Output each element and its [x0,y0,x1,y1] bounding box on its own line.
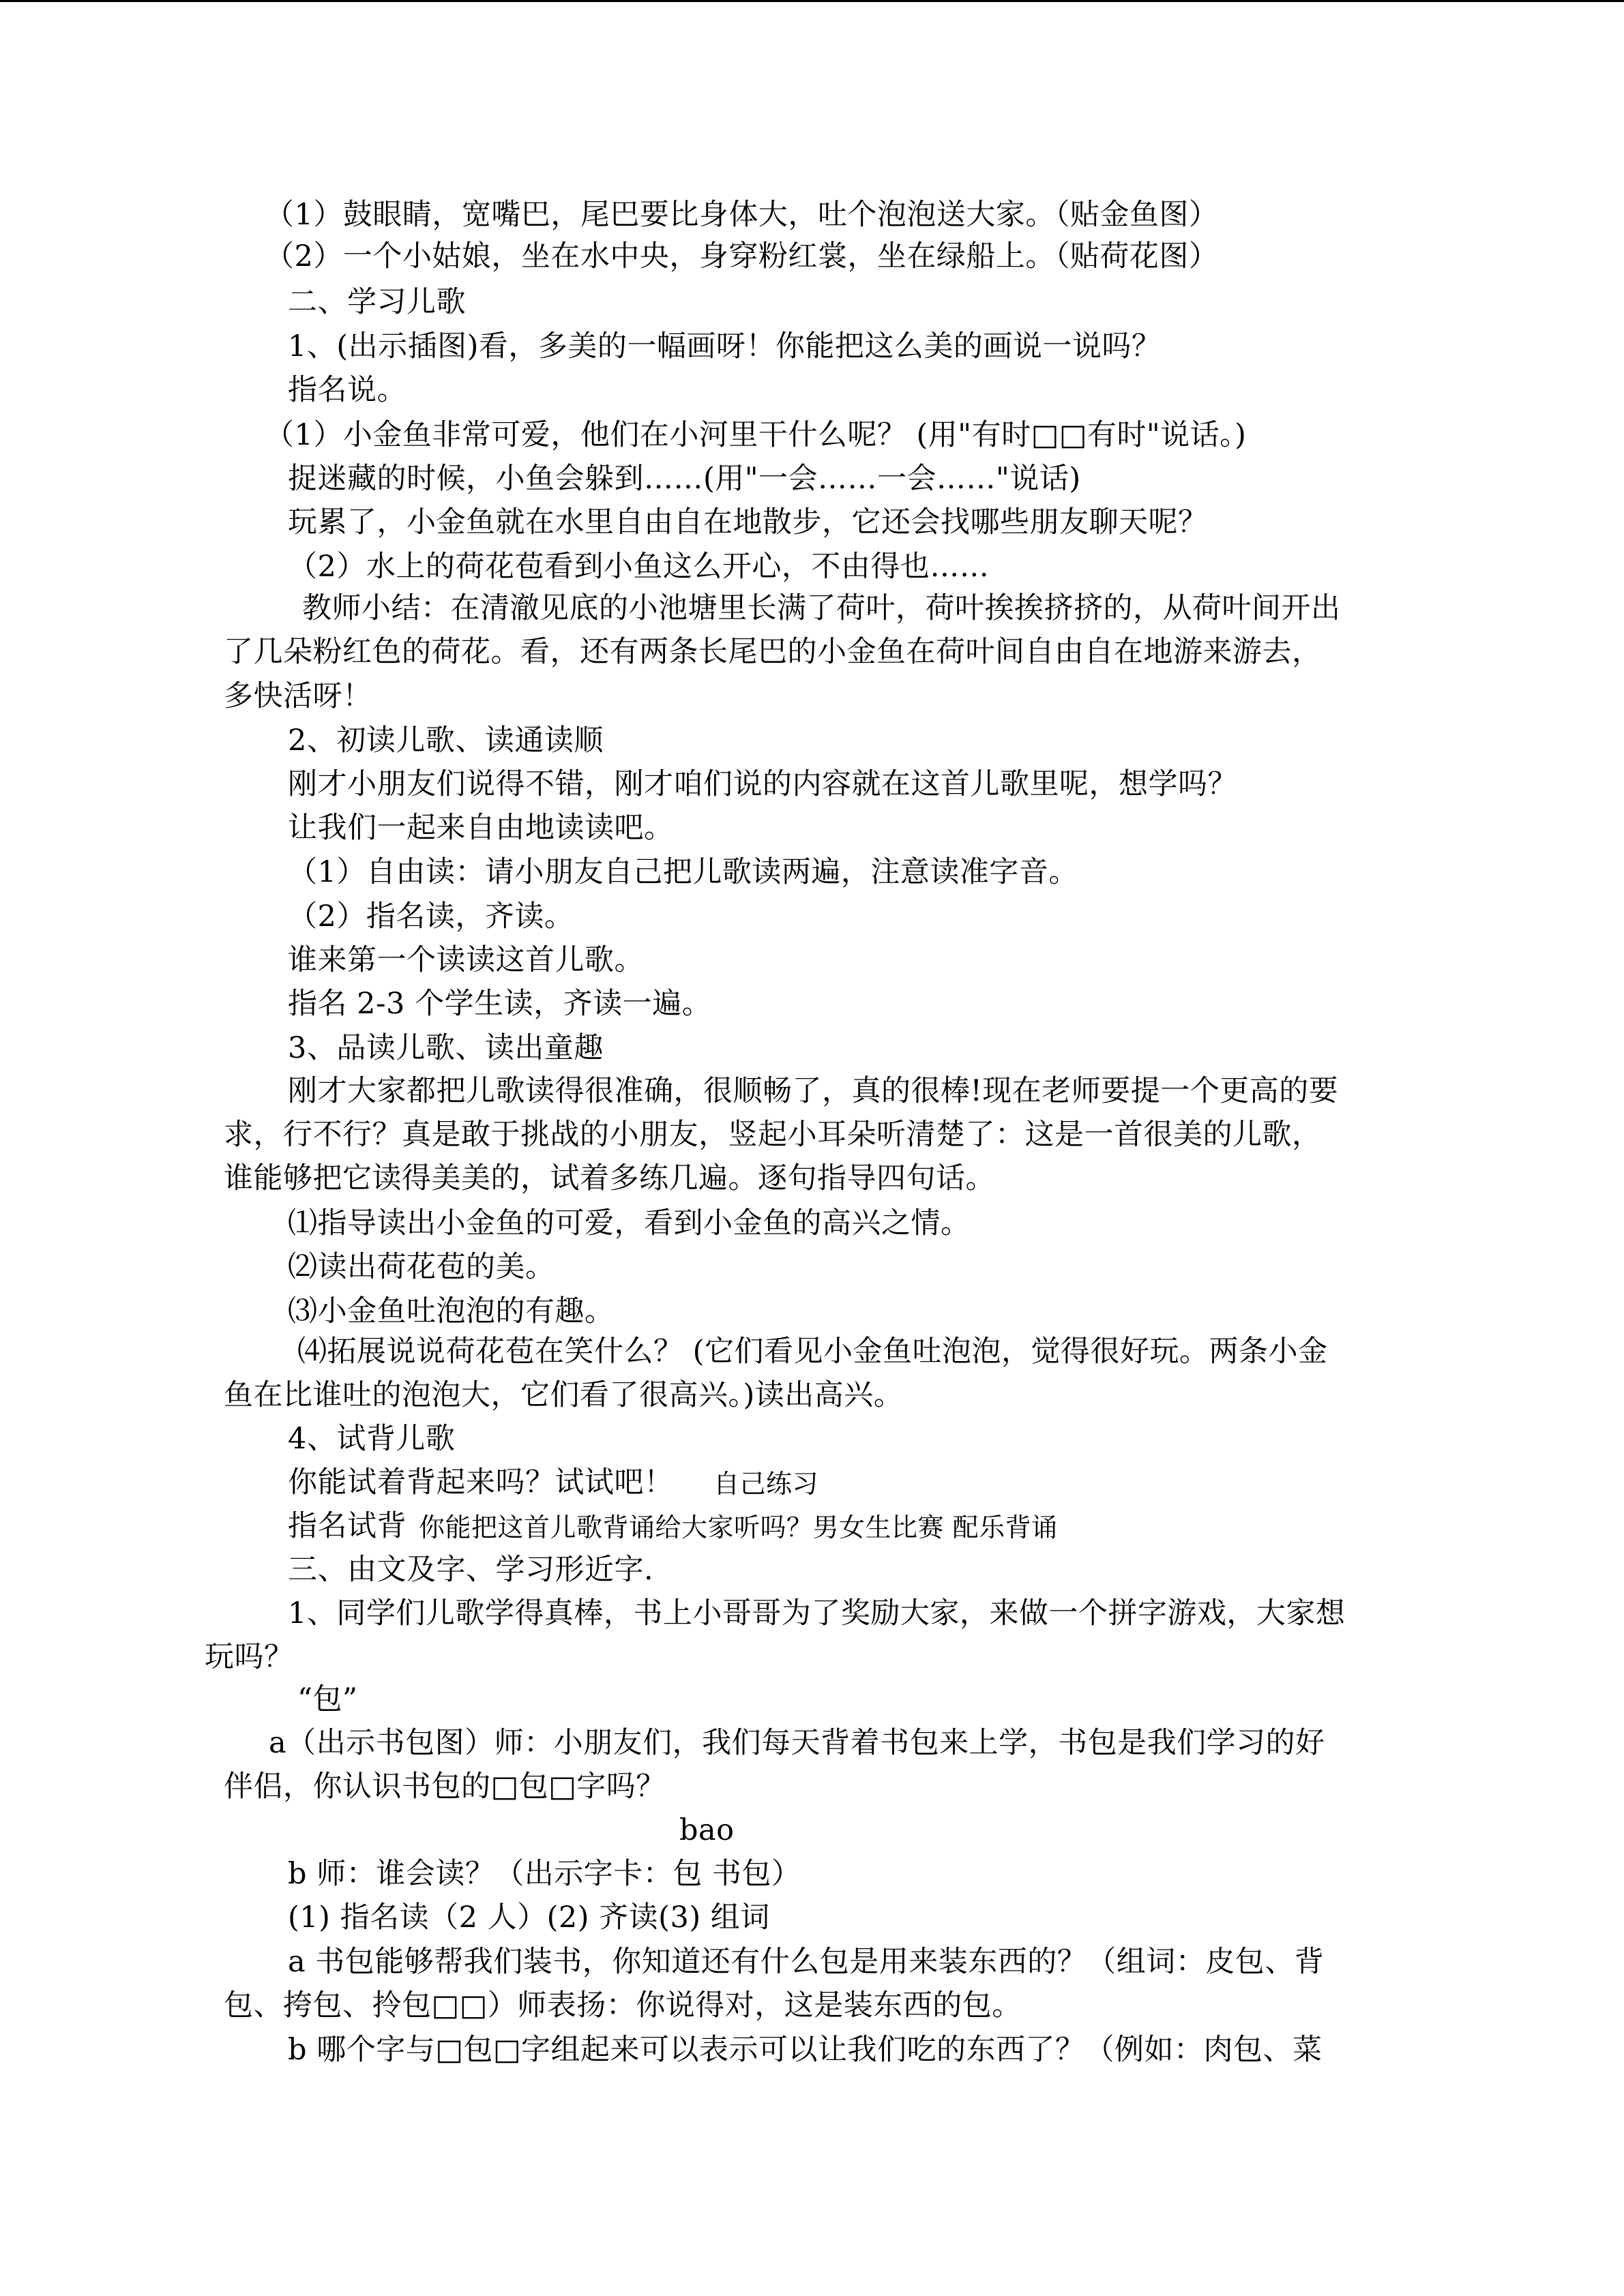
text-line: （2）一个小姑娘，坐在水中央，身穿粉红裳，坐在绿船上。（贴荷花图） [265,239,1219,273]
text-line: ⑶小金鱼吐泡泡的有趣。 [288,1294,615,1328]
text-line: 让我们一起来自由地读读吧。 [288,811,674,845]
text-line: b 师：谁会读？（出示字卡：包 书包） [288,1857,801,1891]
text-line: ⑷拓展说说荷花苞在笑什么？ (它们看见小金鱼吐泡泡，觉得很好玩。两条小金 [297,1335,1328,1369]
text-line: “包” [297,1682,358,1716]
section-heading: 3、品读儿歌、读出童趣 [288,1031,604,1065]
text-line: 包、挎包、拎包□□）师表扬：你说得对，这是装东西的包。 [224,1988,1022,2023]
text-line: 谁来第一个读读这首儿歌。 [288,943,644,977]
text-line: 刚才大家都把儿歌读得很准确，很顺畅了，真的很棒!现在老师要提一个更高的要 [288,1074,1339,1108]
text-line: （1）鼓眼睛，宽嘴巴，尾巴要比身体大，吐个泡泡送大家。（贴金鱼图） [265,198,1219,232]
text-line: 1、同学们儿歌学得真棒，书上小哥哥为了奖励大家，来做一个拼字游戏，大家想 [288,1596,1346,1630]
section-heading: 2、初读儿歌、读通读顺 [288,724,604,758]
text-line: 多快活呀！ [224,679,372,713]
text-line: 你能试着背起来吗？试试吧！ [288,1465,674,1500]
pinyin-label: bao [679,1813,735,1847]
text-line: 自己练习 [713,1469,819,1499]
text-line: 刚才小朋友们说得不错，刚才咱们说的内容就在这首儿歌里呢，想学吗？ [288,767,1237,801]
text-line: 玩累了，小金鱼就在水里自由自在地散步，它还会找哪些朋友聊天呢？ [288,505,1208,539]
text-line: b 哪个字与□包□字组起来可以表示可以让我们吃的东西了？（例如：肉包、菜 [288,2033,1323,2067]
text-line: ⑴指导读出小金鱼的可爱，看到小金鱼的高兴之情。 [288,1206,971,1240]
text-line: （2）指名读，齐读。 [288,899,574,934]
section-heading: 4、试背儿歌 [288,1422,456,1456]
section-heading: 二、学习儿歌 [288,285,466,319]
text-line: 伴侣，你认识书包的□包□字吗？ [224,1770,666,1804]
text-line: 谁能够把它读得美美的，试着多练几遍。逐句指导四句话。 [224,1161,995,1195]
text-line: 教师小结：在清澈见底的小池塘里长满了荷叶，荷叶挨挨挤挤的，从荷叶间开出 [302,591,1341,625]
text-line: 求，行不行？真是敢于挑战的小朋友，竖起小耳朵听清楚了：这是一首很美的儿歌， [224,1118,1322,1152]
text-line: 1、(出示插图)看，多美的一幅画呀！你能把这么美的画说一说吗？ [288,329,1162,363]
text-line: （2）水上的荷花苞看到小鱼这么开心，不由得也…… [288,550,990,584]
text-line: 指名说。 [288,373,407,407]
text-line: 指名 2-3 个学生读，齐读一遍。 [288,987,712,1021]
text-line: 捉迷藏的时候，小鱼会躲到……(用"一会……一会……"说话) [288,462,1081,496]
text-line: ⑵读出荷花苞的美。 [288,1250,555,1284]
text-line: （1）小金鱼非常可爱，他们在小河里干什么呢？ (用"有时□□有时"说话。) [265,418,1247,452]
text-line: a（出示书包图）师：小朋友们，我们每天背着书包来上学，书包是我们学习的好 [269,1726,1325,1760]
text-line: 你能把这首儿歌背诵给大家听吗？男女生比赛 配乐背诵 [419,1512,1058,1542]
text-line: （1）自由读：请小朋友自己把儿歌读两遍，注意读准字音。 [288,855,1078,889]
text-line: (1) 指名读（2 人）(2) 齐读(3) 组词 [288,1900,770,1935]
text-line: 了几朵粉红色的荷花。看，还有两条长尾巴的小金鱼在荷叶间自由自在地游来游去， [224,635,1322,669]
section-heading: 三、由文及字、学习形近字. [288,1553,654,1587]
text-line: a 书包能够帮我们装书，你知道还有什么包是用来装东西的？（组词：皮包、背 [288,1945,1325,1979]
text-line: 指名试背 [288,1509,407,1543]
text-line: 玩吗？ [205,1640,294,1674]
text-line: 鱼在比谁吐的泡泡大，它们看了很高兴。)读出高兴。 [224,1378,904,1412]
